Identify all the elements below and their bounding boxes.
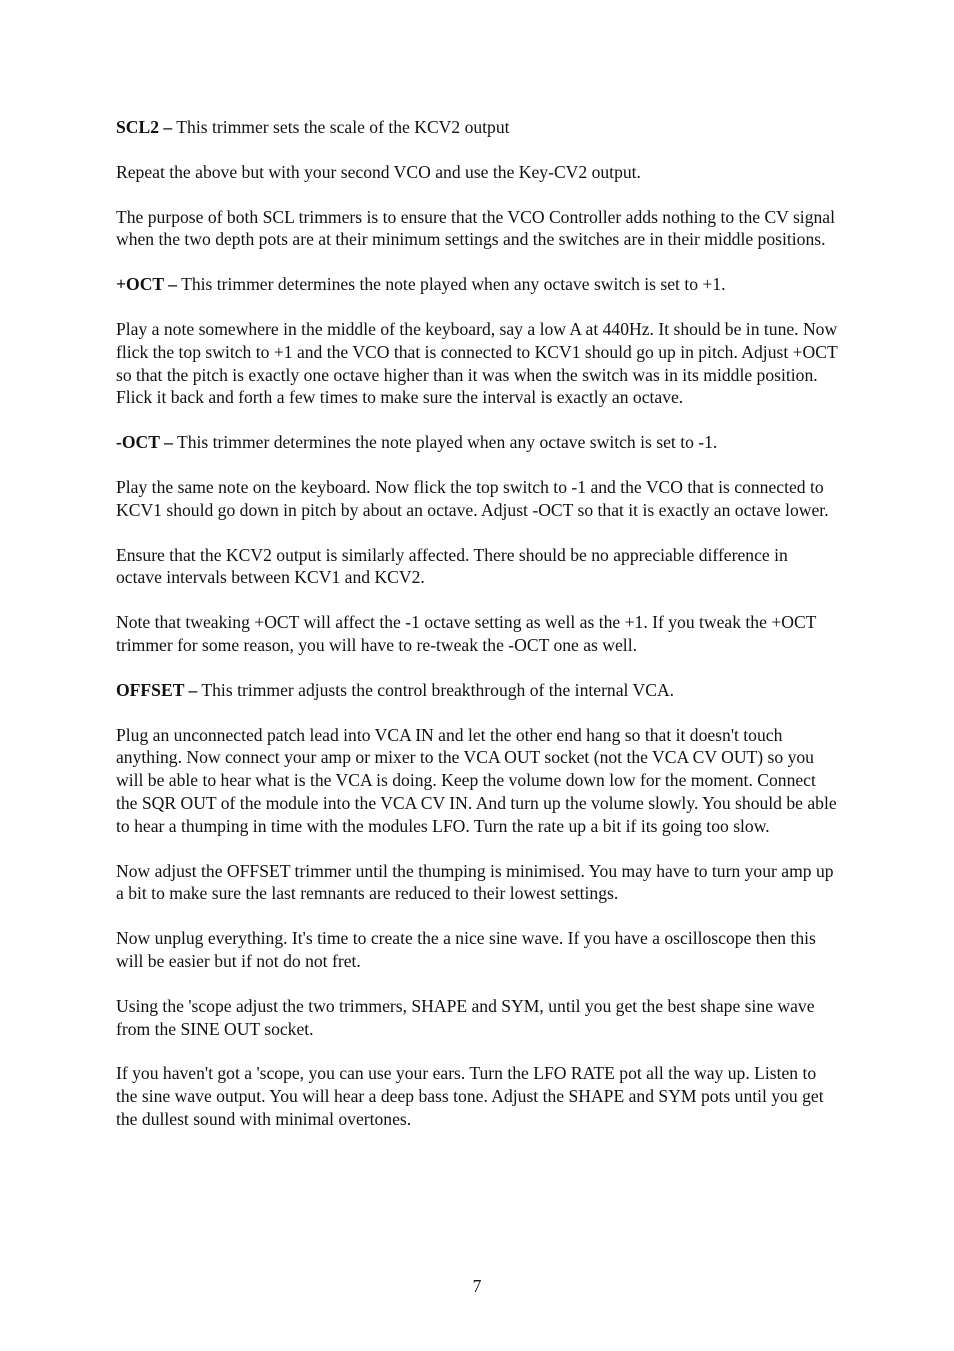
paragraph-adjust-offset <box>116 860 838 906</box>
term-scl2: SCL2 – <box>116 117 173 137</box>
paragraph-text: Repeat the above but with your second VCO and use the Key-CV2 output. <box>116 161 641 182</box>
paragraph-text: Play a note somewhere in the middle of the keyboard, say a low A at 440Hz. It should be in tune. Now flick the top switch to +1 and the VCO that is connected to KCV1 should go up in pitch. Adjust +OCT so that the pitch is exactly one octave higher than it was when the switch was in its middle position. Flick it back and forth a few times to make sure the interval is exactly an octave. <box>116 318 838 408</box>
term-oct-plus: +OCT – <box>116 274 178 295</box>
paragraph-text: The purpose of both SCL trimmers is to ensure that the VCO Controller adds nothing to the CV signal when the two depth pots are at their minimum settings and the switches are in their middle positions. <box>116 206 835 250</box>
paragraph-text: Now unplug everything. It's time to create the a nice sine wave. If you have a oscilloscope then this will be easier but if not do not fret. <box>116 928 816 971</box>
paragraph-text: Now adjust the OFFSET trimmer until the thumping is minimised. You may have to turn your amp up a bit to make sure the last remnants are reduced to their lowest settings. <box>116 860 834 904</box>
paragraph-text: Plug an unconnected patch lead into VCA IN and let the other end hang so that it doesn't touch anything. Now connect your amp or mixer to the VCA OUT socket (not the VCA CV OUT) so you will be able to hear what is the VCA is doing. Keep the volume down low for the moment. Connect the SQR OUT of the module into the VCA CV IN. And turn up the volume slowly. You should be able to hear a thumping in time with the modules LFO. Turn the rate up a bit if its going too slow. <box>116 724 837 836</box>
paragraph-play-same <box>116 476 838 522</box>
paragraph-repeat <box>116 161 838 184</box>
paragraph-scl2 <box>116 116 838 139</box>
paragraph-text: This trimmer determines the note played when any octave switch is set to -1. <box>172 432 718 453</box>
paragraph-play-note <box>116 318 838 409</box>
paragraph-text: Ensure that the KCV2 output is similarly affected. There should be no appreciable difference in octave intervals between KCV1 and KCV2. <box>116 544 788 588</box>
paragraph-text: This trimmer sets the scale of the KCV2 output <box>172 117 510 137</box>
paragraph-oct-plus <box>116 273 838 296</box>
term-oct-minus: -OCT – <box>116 432 173 453</box>
paragraph-note-tweak <box>116 611 838 657</box>
paragraph-text: This trimmer determines the note played when any octave switch is set to +1. <box>177 274 726 295</box>
paragraph-offset <box>116 679 838 702</box>
paragraph-text: Note that tweaking +OCT will affect the -1 octave setting as well as the +1. If you tweak the +OCT trimmer for some reason, you will have to re-tweak the -OCT one as well. <box>116 612 817 655</box>
paragraph-text: Play the same note on the keyboard. Now flick the top switch to -1 and the VCO that is connected to KCV1 should go down in pitch by about an octave. Adjust -OCT so that it is exactly an octave lower. <box>116 476 829 520</box>
paragraph-scope <box>116 995 838 1041</box>
paragraph-unplug <box>116 927 838 973</box>
paragraph-oct-minus <box>116 431 838 454</box>
paragraph-ears <box>116 1062 838 1130</box>
term-offset: OFFSET – <box>116 679 198 700</box>
paragraph-plug <box>116 724 838 838</box>
page-number: 7 <box>472 1276 482 1296</box>
paragraph-text: This trimmer adjusts the control breakthrough of the internal VCA. <box>197 679 675 700</box>
paragraph-text: If you haven't got a 'scope, you can use your ears. Turn the LFO RATE pot all the way up. Listen to the sine wave output. You will hear a deep bass tone. Adjust the SHAPE and SYM pots until you get the dullest sound with minimal overtones. <box>116 1063 824 1129</box>
paragraph-ensure <box>116 544 838 590</box>
paragraph-purpose <box>116 206 838 252</box>
page-body <box>116 116 838 1153</box>
paragraph-text: Using the 'scope adjust the two trimmers, SHAPE and SYM, until you get the best shape sine wave from the SINE OUT socket. <box>116 995 815 1039</box>
